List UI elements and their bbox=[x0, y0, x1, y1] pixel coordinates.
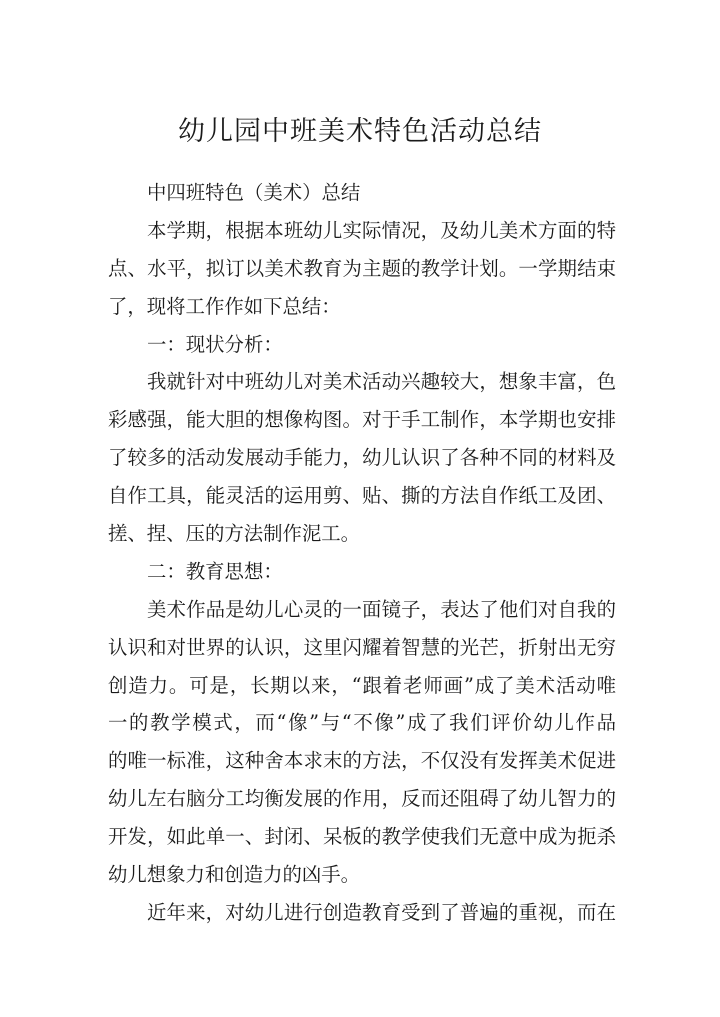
text-line: 创造力。可是，长期以来，“跟着老师画”成了美术活动唯 bbox=[108, 673, 616, 697]
text-line: 二：教育思想： bbox=[147, 559, 283, 583]
text-line: 一的教学模式，而“像”与“不像”成了我们评价幼儿作品 bbox=[108, 711, 616, 735]
text-line: 我就针对中班幼儿对美术活动兴趣较大，想象丰富，色 bbox=[147, 370, 616, 394]
text-line: 了，现将工作作如下总结： bbox=[108, 294, 341, 318]
text-line: 认识和对世界的认识，这里闪耀着智慧的光芒，折射出无穷 bbox=[108, 635, 616, 659]
text-line: 美术作品是幼儿心灵的一面镜子，表达了他们对自我的 bbox=[147, 597, 616, 621]
text-line: 彩感强，能大胆的想像构图。对于手工制作，本学期也安排 bbox=[108, 408, 616, 432]
document-body bbox=[108, 174, 616, 932]
text-line: 幼儿左右脑分工均衡发展的作用，反而还阻碍了幼儿智力的 bbox=[108, 787, 616, 811]
text-line: 近年来，对幼儿进行创造教育受到了普遍的重视，而在 bbox=[147, 900, 616, 924]
text-line: 了较多的活动发展动手能力，幼儿认识了各种不同的材料及 bbox=[108, 446, 616, 470]
text-line: 一：现状分析： bbox=[147, 332, 283, 356]
text-line: 自作工具，能灵活的运用剪、贴、撕的方法自作纸工及团、 bbox=[108, 484, 616, 508]
text-line: 本学期，根据本班幼儿实际情况，及幼儿美术方面的特 bbox=[147, 218, 616, 242]
text-line: 搓、捏、压的方法制作泥工。 bbox=[108, 522, 361, 546]
document-title: 幼儿园中班美术特色活动总结 bbox=[178, 116, 542, 147]
text-line: 中四班特色（美术）总结 bbox=[147, 181, 361, 204]
text-line: 幼儿想象力和创造力的凶手。 bbox=[108, 863, 361, 887]
text-line: 的唯一标准，这种舍本求末的方法，不仅没有发挥美术促进 bbox=[108, 749, 616, 773]
text-line: 点、水平，拟订以美术教育为主题的教学计划。一学期结束 bbox=[108, 256, 616, 280]
text-line: 开发，如此单一、封闭、呆板的教学使我们无意中成为扼杀 bbox=[108, 825, 616, 849]
